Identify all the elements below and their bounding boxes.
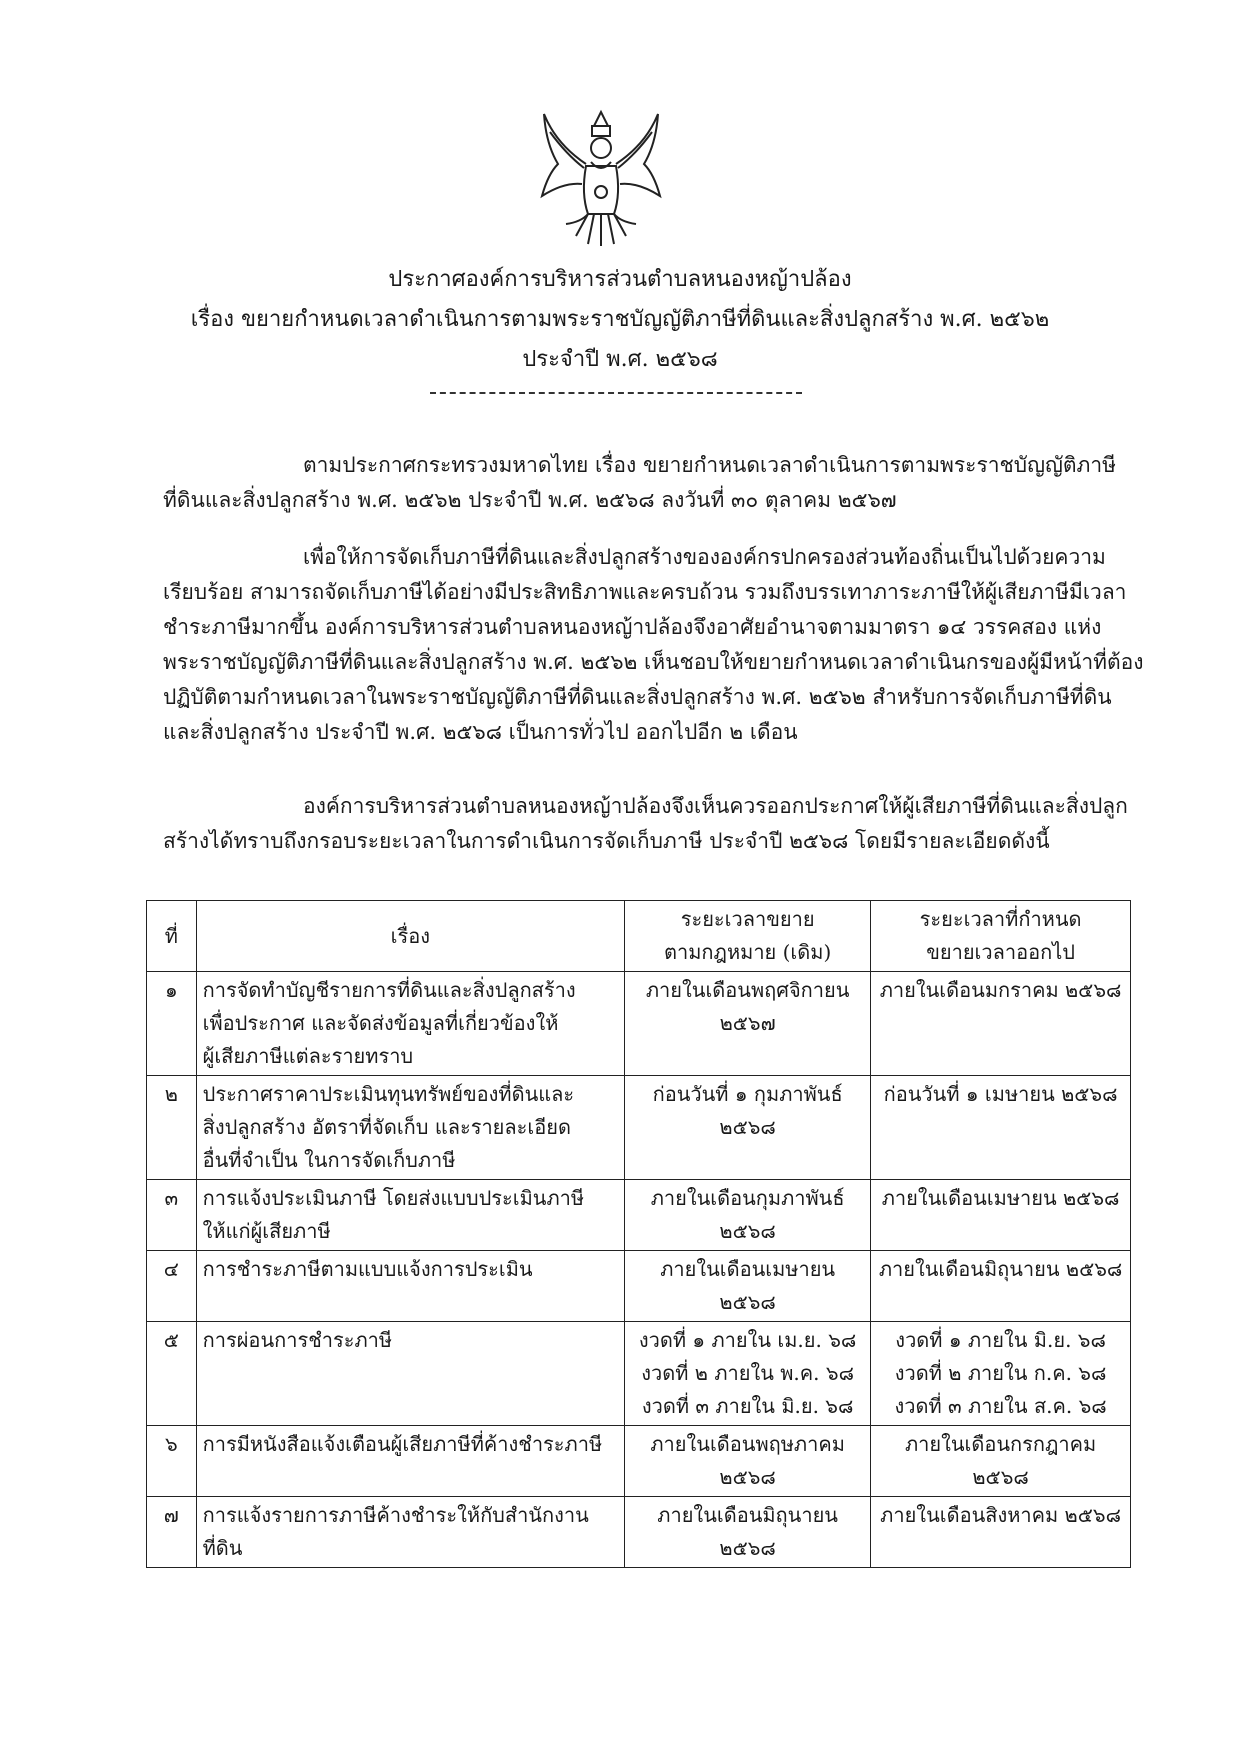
row-subject-line: สิ่งปลูกสร้าง อัตราที่จัดเก็บ และรายละเอียด bbox=[202, 1115, 571, 1139]
row-number: ๖ bbox=[147, 1426, 197, 1497]
row-old-period bbox=[625, 1322, 871, 1426]
row-old-period bbox=[625, 1426, 871, 1497]
row-old-period-line: ภายในเดือนมิถุนายน bbox=[657, 1503, 838, 1527]
header-old-period-line: ตามกฎหมาย (เดิม) bbox=[664, 940, 832, 964]
row-number: ๗ bbox=[147, 1497, 197, 1568]
table-header-row bbox=[147, 901, 1131, 972]
row-new-period bbox=[871, 1180, 1131, 1251]
title-divider bbox=[430, 392, 802, 394]
row-new-period-line: ๒๕๖๘ bbox=[972, 1465, 1029, 1489]
row-new-period-line: งวดที่ ๑ ภายใน มิ.ย. ๖๘ bbox=[895, 1328, 1106, 1352]
table-row bbox=[147, 1322, 1131, 1426]
row-old-period bbox=[625, 1251, 871, 1322]
paragraph-line: องค์การบริหารส่วนตำบลหนองหญ้าปล้องจึงเห็นควรออกประกาศให้ผู้เสียภาษีที่ดินและสิ่งปลูก bbox=[303, 794, 1128, 818]
table-row bbox=[147, 1180, 1131, 1251]
row-old-period bbox=[625, 1497, 871, 1568]
row-subject-line: การจัดทำบัญชีรายการที่ดินและสิ่งปลูกสร้าง bbox=[202, 978, 576, 1002]
row-new-period bbox=[871, 1322, 1131, 1426]
announcement-title: ประกาศองค์การบริหารส่วนตำบลหนองหญ้าปล้อง bbox=[388, 267, 852, 292]
row-subject bbox=[196, 1180, 624, 1251]
row-new-period-line: งวดที่ ๓ ภายใน ส.ค. ๖๘ bbox=[894, 1394, 1107, 1418]
row-new-period-line: ภายในเดือนสิงหาคม ๒๕๖๘ bbox=[880, 1503, 1122, 1527]
row-subject-line: เพื่อประกาศ และจัดส่งข้อมูลที่เกี่ยวข้องให้ bbox=[202, 1011, 559, 1035]
header-old-period-line: ระยะเวลาขยาย bbox=[680, 907, 815, 931]
row-new-period bbox=[871, 1497, 1131, 1568]
table-row bbox=[147, 1426, 1131, 1497]
row-old-period-line: ๒๕๖๘ bbox=[719, 1219, 776, 1243]
row-old-period-line: ๒๕๖๘ bbox=[719, 1290, 776, 1314]
paragraph-line: เรียบร้อย สามารถจัดเก็บภาษีได้อย่างมีประสิทธิภาพและครบถ้วน รวมถึงบรรเทาภาระภาษีให้ผู้เสียภาษีมีเวลา bbox=[163, 580, 1127, 604]
paragraph-line: สร้างได้ทราบถึงกรอบระยะเวลาในการดำเนินการจัดเก็บภาษี ประจำปี ๒๕๖๘ โดยมีรายละเอียดดังนี้ bbox=[163, 829, 1050, 853]
row-new-period-line: ภายในเดือนเมษายน ๒๕๖๘ bbox=[881, 1186, 1120, 1210]
schedule-table bbox=[146, 900, 1131, 1568]
paragraph-line: ชำระภาษีมากขึ้น องค์การบริหารส่วนตำบลหนองหญ้าปล้องจึงอาศัยอำนาจตามมาตรา ๑๔ วรรคสอง แห่ง bbox=[163, 615, 1102, 639]
row-subject bbox=[196, 1497, 624, 1568]
row-subject-line: การชำระภาษีตามแบบแจ้งการประเมิน bbox=[202, 1257, 533, 1281]
row-subject-line: การมีหนังสือแจ้งเตือนผู้เสียภาษีที่ค้างชำระภาษี bbox=[202, 1432, 603, 1456]
row-new-period bbox=[871, 972, 1131, 1076]
row-old-period-line: ๒๕๖๘ bbox=[719, 1465, 776, 1489]
row-subject-line: อื่นที่จำเป็น ในการจัดเก็บภาษี bbox=[202, 1148, 456, 1172]
paragraph-line: ที่ดินและสิ่งปลูกสร้าง พ.ศ. ๒๕๖๒ ประจำปี พ.ศ. ๒๕๖๘ ลงวันที่ ๓๐ ตุลาคม ๒๕๖๗ bbox=[163, 488, 897, 512]
row-old-period-line: ภายในเดือนกุมภาพันธ์ bbox=[650, 1186, 845, 1210]
header-no: ที่ bbox=[147, 901, 197, 972]
row-subject bbox=[196, 1322, 624, 1426]
schedule-table-body bbox=[147, 972, 1131, 1568]
row-subject bbox=[196, 972, 624, 1076]
paragraph-line: ปฏิบัติตามกำหนดเวลาในพระราชบัญญัติภาษีที่ดินและสิ่งปลูกสร้าง พ.ศ. ๒๕๖๒ สำหรับการจัดเก็บภาษีที่ดิน bbox=[163, 685, 1112, 709]
announcement-subject: เรื่อง ขยายกำหนดเวลาดำเนินการตามพระราชบัญญัติภาษีที่ดินและสิ่งปลูกสร้าง พ.ศ. ๒๕๖๒ bbox=[190, 307, 1050, 332]
row-number: ๕ bbox=[147, 1322, 197, 1426]
table-row bbox=[147, 1497, 1131, 1568]
row-number: ๑ bbox=[147, 972, 197, 1076]
announcement-year: ประจำปี พ.ศ. ๒๕๖๘ bbox=[522, 347, 718, 372]
row-old-period-line: งวดที่ ๒ ภายใน พ.ค. ๖๘ bbox=[641, 1361, 855, 1385]
row-subject-line: การแจ้งรายการภาษีค้างชำระให้กับสำนักงาน bbox=[202, 1503, 589, 1527]
paragraph-line: พระราชบัญญัติภาษีที่ดินและสิ่งปลูกสร้าง พ.ศ. ๒๕๖๒ เห็นชอบให้ขยายกำหนดเวลาดำเนินกรของผู้มีหน้าที่ต้อง bbox=[163, 650, 1144, 674]
row-old-period-line: ก่อนวันที่ ๑ กุมภาพันธ์ bbox=[652, 1082, 843, 1106]
header-subject: เรื่อง bbox=[196, 901, 624, 972]
row-old-period-line: งวดที่ ๓ ภายใน มิ.ย. ๖๘ bbox=[641, 1394, 854, 1418]
table-row bbox=[147, 1076, 1131, 1180]
paragraph-line: เพื่อให้การจัดเก็บภาษีที่ดินและสิ่งปลูกสร้างขององค์กรปกครองส่วนท้องถิ่นเป็นไปด้วยความ bbox=[303, 545, 1106, 569]
row-subject bbox=[196, 1076, 624, 1180]
row-new-period bbox=[871, 1076, 1131, 1180]
row-new-period bbox=[871, 1251, 1131, 1322]
header-new-period-line: ระยะเวลาที่กำหนด bbox=[919, 907, 1082, 931]
paragraph-line: ตามประกาศกระทรวงมหาดไทย เรื่อง ขยายกำหนดเวลาดำเนินการตามพระราชบัญญัติภาษี bbox=[303, 453, 1117, 477]
header-old-period bbox=[625, 901, 871, 972]
row-new-period-line: ภายในเดือนมกราคม ๒๕๖๘ bbox=[879, 978, 1122, 1002]
row-subject-line: การผ่อนการชำระภาษี bbox=[202, 1328, 393, 1352]
row-subject-line: ให้แก่ผู้เสียภาษี bbox=[202, 1219, 331, 1243]
row-subject-line: ที่ดิน bbox=[202, 1536, 243, 1560]
row-old-period-line: งวดที่ ๑ ภายใน เม.ย. ๖๘ bbox=[638, 1328, 857, 1352]
row-old-period bbox=[625, 1076, 871, 1180]
row-number: ๔ bbox=[147, 1251, 197, 1322]
row-new-period-line: ภายในเดือนกรกฎาคม bbox=[904, 1432, 1097, 1456]
header-new-period bbox=[871, 901, 1131, 972]
row-number: ๓ bbox=[147, 1180, 197, 1251]
paragraph-purpose bbox=[163, 540, 1153, 750]
row-subject bbox=[196, 1251, 624, 1322]
row-new-period-line: งวดที่ ๒ ภายใน ก.ค. ๖๘ bbox=[894, 1361, 1107, 1385]
row-new-period-line: ก่อนวันที่ ๑ เมษายน ๒๕๖๘ bbox=[883, 1082, 1118, 1106]
header-new-period-line: ขยายเวลาออกไป bbox=[926, 940, 1075, 964]
paragraph-line: และสิ่งปลูกสร้าง ประจำปี พ.ศ. ๒๕๖๘ เป็นการทั่วไป ออกไปอีก ๒ เดือน bbox=[163, 720, 798, 744]
row-old-period bbox=[625, 972, 871, 1076]
row-number: ๒ bbox=[147, 1076, 197, 1180]
row-subject-line: ผู้เสียภาษีแต่ละรายทราบ bbox=[202, 1044, 414, 1068]
row-old-period-line: ภายในเดือนพฤศจิกายน bbox=[645, 978, 850, 1002]
row-subject-line: การแจ้งประเมินภาษี โดยส่งแบบประเมินภาษี bbox=[202, 1186, 585, 1210]
row-old-period-line: ๒๕๖๘ bbox=[719, 1536, 776, 1560]
row-old-period-line: ๒๕๖๗ bbox=[719, 1011, 776, 1035]
row-old-period-line: ภายในเดือนพฤษภาคม bbox=[650, 1432, 845, 1456]
row-new-period-line: ภายในเดือนมิถุนายน ๒๕๖๘ bbox=[878, 1257, 1123, 1281]
row-new-period bbox=[871, 1426, 1131, 1497]
row-subject bbox=[196, 1426, 624, 1497]
paragraph-reference bbox=[163, 448, 1153, 518]
row-old-period-line: ภายในเดือนเมษายน bbox=[660, 1257, 836, 1281]
row-old-period bbox=[625, 1180, 871, 1251]
table-row bbox=[147, 1251, 1131, 1322]
garuda-emblem-icon bbox=[536, 104, 666, 249]
row-subject-line: ประกาศราคาประเมินทุนทรัพย์ของที่ดินและ bbox=[202, 1082, 575, 1106]
row-old-period-line: ๒๕๖๘ bbox=[719, 1115, 776, 1139]
paragraph-notice bbox=[163, 789, 1153, 859]
table-row bbox=[147, 972, 1131, 1076]
